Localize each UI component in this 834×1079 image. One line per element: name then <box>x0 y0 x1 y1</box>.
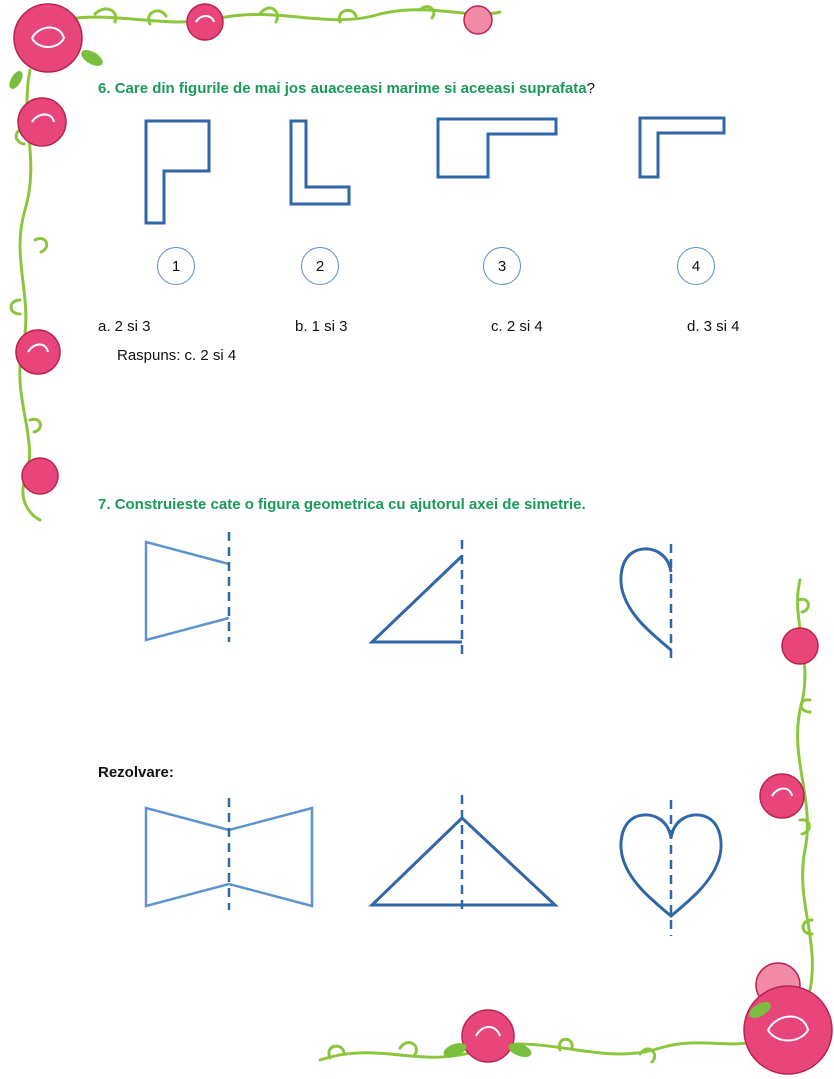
option-a: a. 2 si 3 <box>98 318 151 335</box>
question-6-text: Care din figurile de mai jos auaceeasi marime si aceeasi suprafata <box>114 80 587 97</box>
figure-label-2: 2 <box>301 247 339 285</box>
solution-label: Rezolvare: <box>98 764 174 781</box>
figure-label-1: 1 <box>157 247 195 285</box>
figure-label-3: 3 <box>483 247 521 285</box>
option-c: c. 2 si 4 <box>491 318 543 335</box>
question-6-number: 6. <box>98 80 111 97</box>
question-7-text: Construieste cate o figura geometrica cu ajutorul axei de simetrie. <box>114 496 586 513</box>
question-7-number: 7. <box>98 496 111 513</box>
figure-label-4: 4 <box>677 247 715 285</box>
option-d: d. 3 si 4 <box>687 318 740 335</box>
option-b: b. 1 si 3 <box>295 318 348 335</box>
question-6-qmark: ? <box>586 80 595 97</box>
answer-text: Raspuns: c. 2 si 4 <box>117 347 237 364</box>
